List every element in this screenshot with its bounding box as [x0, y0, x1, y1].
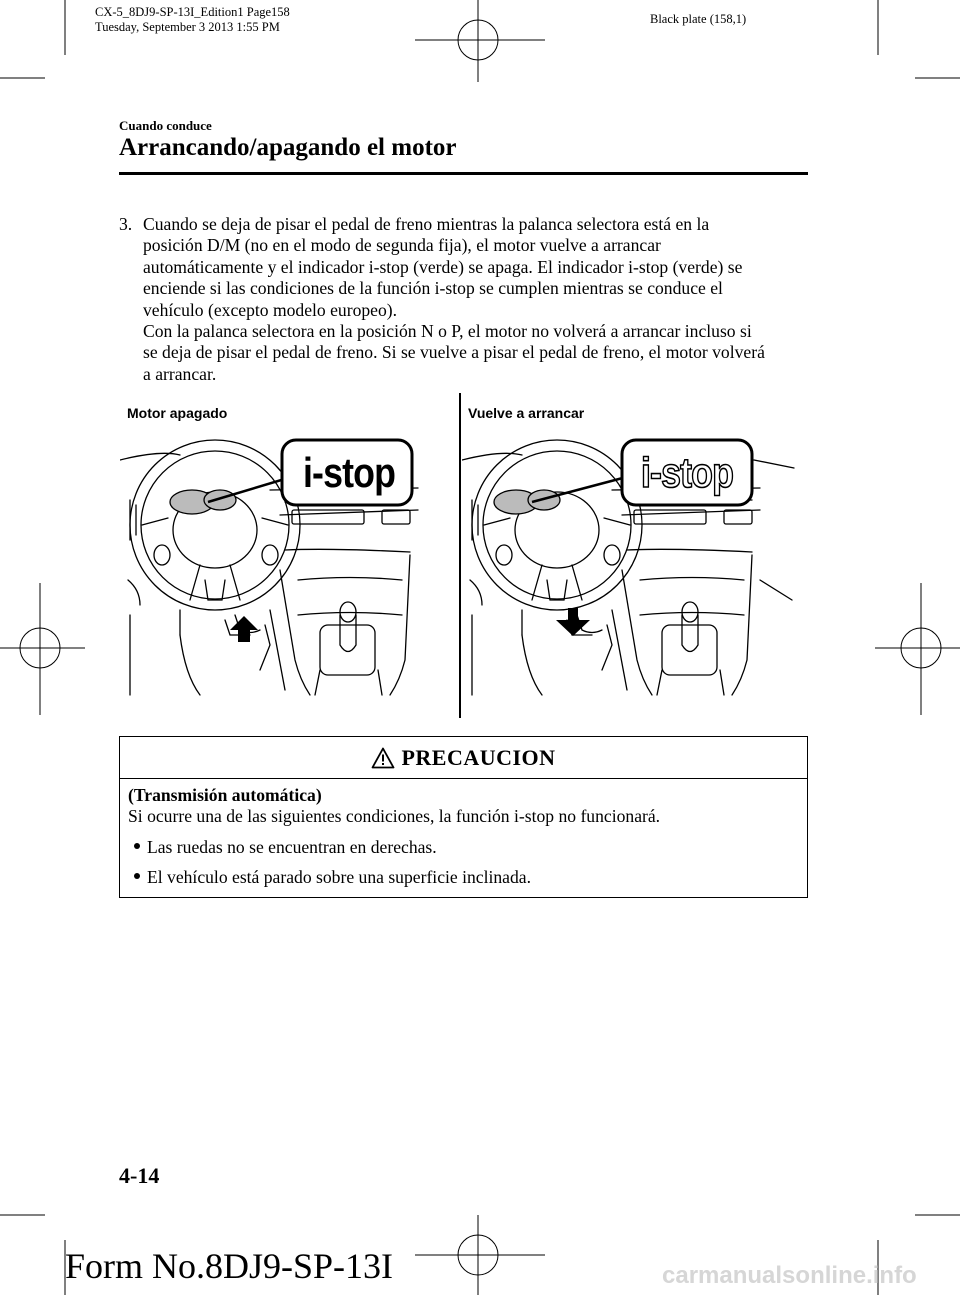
istop-indicator-off-text: i-stop [640, 448, 734, 496]
caution-body [120, 779, 807, 889]
watermark: carmanualsonline.info [662, 1262, 917, 1289]
caution-title: PRECAUCION [401, 744, 556, 770]
figure-divider [459, 393, 461, 718]
caution-intro: Si ocurre una de las siguientes condiciones, la función i-stop no funcionará. [128, 806, 661, 827]
step-line: vehículo (excepto modelo europeo). [143, 299, 398, 320]
print-header-line2: Tuesday, September 3 2013 1:55 PM [95, 20, 280, 34]
step-number: 3. [119, 214, 133, 234]
page-number: 4-14 [119, 1163, 160, 1188]
print-plate: Black plate (158,1) [650, 12, 747, 26]
engine-restart-illustration [462, 430, 797, 700]
caution-box [119, 736, 808, 898]
caution-bullet-text: Las ruedas no se encuentran en derechas. [147, 836, 437, 857]
step-line: automáticamente y el indicador i-stop (verde) se apaga. El indicador i-stop (verde) se [143, 256, 743, 277]
figure-caption-left: Motor apagado [127, 405, 228, 421]
step-line: enciende si las condiciones de la función i-stop se cumplen mientras se conduce el [143, 278, 723, 299]
print-header-line1: CX-5_8DJ9-SP-13I_Edition1 Page158 [95, 5, 290, 19]
caution-bullet-text: El vehículo está parado sobre una superficie inclinada. [147, 867, 531, 888]
step-text [143, 214, 823, 385]
caution-bullet [128, 837, 799, 858]
bullet-dot-icon [134, 873, 140, 879]
caution-bullet [128, 867, 799, 888]
istop-indicator-on-text: i-stop [302, 448, 396, 496]
section-small-label: Cuando conduce [119, 118, 212, 133]
form-number: Form No.8DJ9-SP-13I [65, 1246, 394, 1286]
step-line: a arrancar. [143, 363, 217, 384]
step-line: se deja de pisar el pedal de freno. Si se vuelve a pisar el pedal de freno, el motor volverá [143, 342, 765, 363]
warning-triangle-icon [371, 747, 395, 769]
page-title: Arrancando/apagando el motor [119, 134, 457, 161]
bullet-dot-icon [134, 843, 140, 849]
step-line: posición D/M (no en el modo de segunda fija), el motor vuelve a arrancar [143, 235, 661, 256]
title-rule [119, 172, 808, 175]
figure-caption-right: Vuelve a arrancar [468, 405, 585, 421]
print-header-info [95, 5, 290, 35]
step-line: Con la palanca selectora en la posición N o P, el motor no volverá a arrancar incluso si [143, 321, 752, 342]
caution-header [120, 737, 807, 779]
caution-subtitle: (Transmisión automática) [128, 785, 322, 805]
step-line: Cuando se deja de pisar el pedal de freno mientras la palanca selectora está en la [143, 214, 710, 234]
